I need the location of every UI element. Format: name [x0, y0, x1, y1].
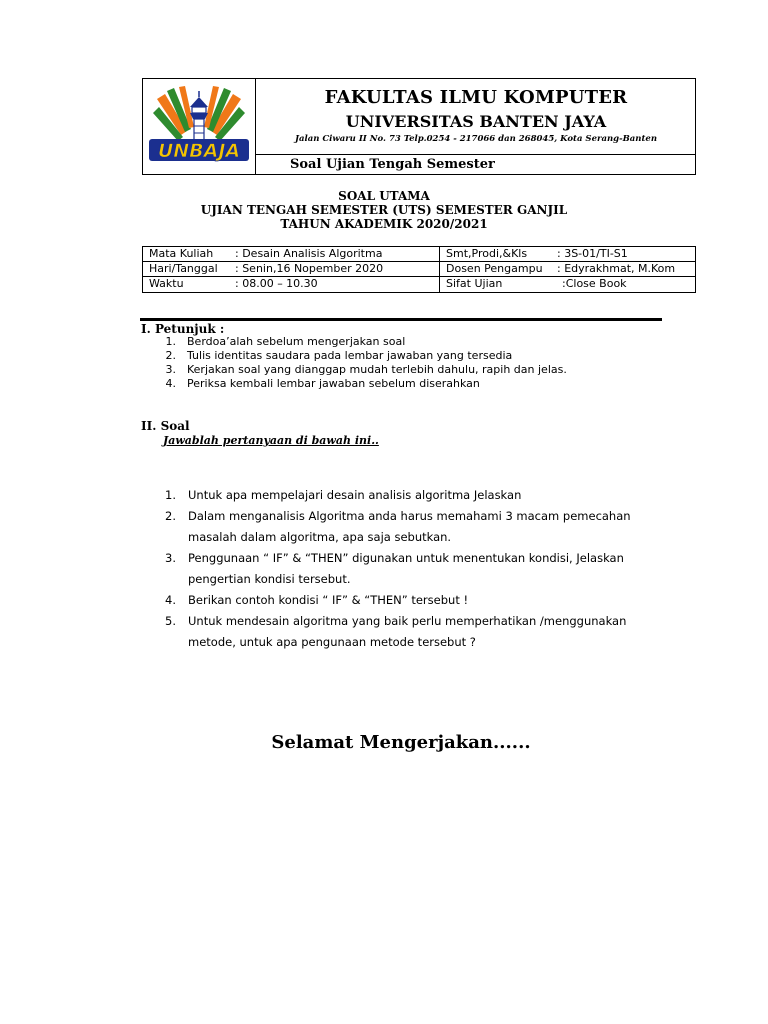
- university-logo: [143, 79, 255, 174]
- instructions-list: [160, 335, 660, 395]
- course-info-table: [142, 246, 696, 293]
- section-rule: [140, 318, 662, 321]
- closing-message: Selamat Mengerjakan......: [271, 732, 531, 753]
- date-label: Hari/Tanggal: [149, 262, 218, 275]
- university-title: UNIVERSITAS BANTEN JAYA: [345, 112, 607, 131]
- logo-cell: [143, 79, 256, 174]
- course-label: Mata Kuliah: [149, 247, 214, 260]
- title-line-3: TAHUN AKADEMIK 2020/2021: [280, 217, 488, 231]
- class-value: : 3S-01/TI-S1: [557, 247, 628, 260]
- questions-instruction: Jawablah pertanyaan di bawah ini..: [163, 434, 379, 447]
- logo-tower: [190, 91, 208, 141]
- list-item: 1. Berdoa’alah sebelum mengerjakan soal: [165, 335, 406, 348]
- exam-type-label: Soal Ujian Tengah Semester: [290, 157, 495, 172]
- class-label: Smt,Prodi,&Kls: [446, 247, 528, 260]
- header-box: [142, 78, 696, 175]
- header-divider: [256, 154, 696, 155]
- title-line-1: SOAL UTAMA: [338, 189, 430, 203]
- list-item: 2. Tulis identitas saudara pada lembar jawaban yang tersedia: [165, 349, 513, 362]
- course-value: : Desain Analisis Algoritma: [235, 247, 383, 260]
- logo-wordmark: UNBAJA: [157, 140, 241, 162]
- faculty-title: FAKULTAS ILMU KOMPUTER: [324, 87, 628, 108]
- exam-nature-value: :Close Book: [562, 277, 627, 290]
- exam-nature-label: Sifat Ujian: [446, 277, 503, 290]
- instructions-heading: I. Petunjuk :: [141, 322, 225, 336]
- list-item: 4. Periksa kembali lembar jawaban sebelum diserahkan: [165, 377, 480, 390]
- table-column-divider: [439, 247, 440, 292]
- time-label: Waktu: [149, 277, 184, 290]
- date-value: : Senin,16 Nopember 2020: [235, 262, 384, 275]
- university-address: Jalan Ciwaru II No. 73 Telp.0254 - 217066 dan 268045, Kota Serang-Banten: [294, 134, 657, 144]
- title-line-2: UJIAN TENGAH SEMESTER (UTS) SEMESTER GANJIL: [200, 203, 568, 217]
- lecturer-value: : Edyrakhmat, M.Kom: [557, 262, 676, 275]
- list-item: 3. Kerjakan soal yang dianggap mudah terlebih dahulu, rapih dan jelas.: [165, 363, 567, 376]
- lecturer-label: Dosen Pengampu: [446, 262, 543, 275]
- time-value: : 08.00 – 10.30: [235, 277, 318, 290]
- questions-heading: II. Soal: [141, 419, 190, 433]
- questions-list: 1. Untuk apa mempelajari desain analisis algoritma Jelaskan 2. Dalam menganalisis Algoritma anda harus memahami 3 macam pemecahan masalah dalam algoritma, apa saja sebutkan. 3. Penggunaan “ IF” & “THEN” digunakan untuk menentukan kondisi, Jelaskan pengertian kondisi tersebut. 4. Berikan contoh kondisi “ IF” & “THEN” tersebut ! 5. Untuk mendesain algoritma yang baik perlu memperhatikan /menggunakan metode, untuk apa pengunaan metode tersebut ?: [165, 488, 631, 649]
